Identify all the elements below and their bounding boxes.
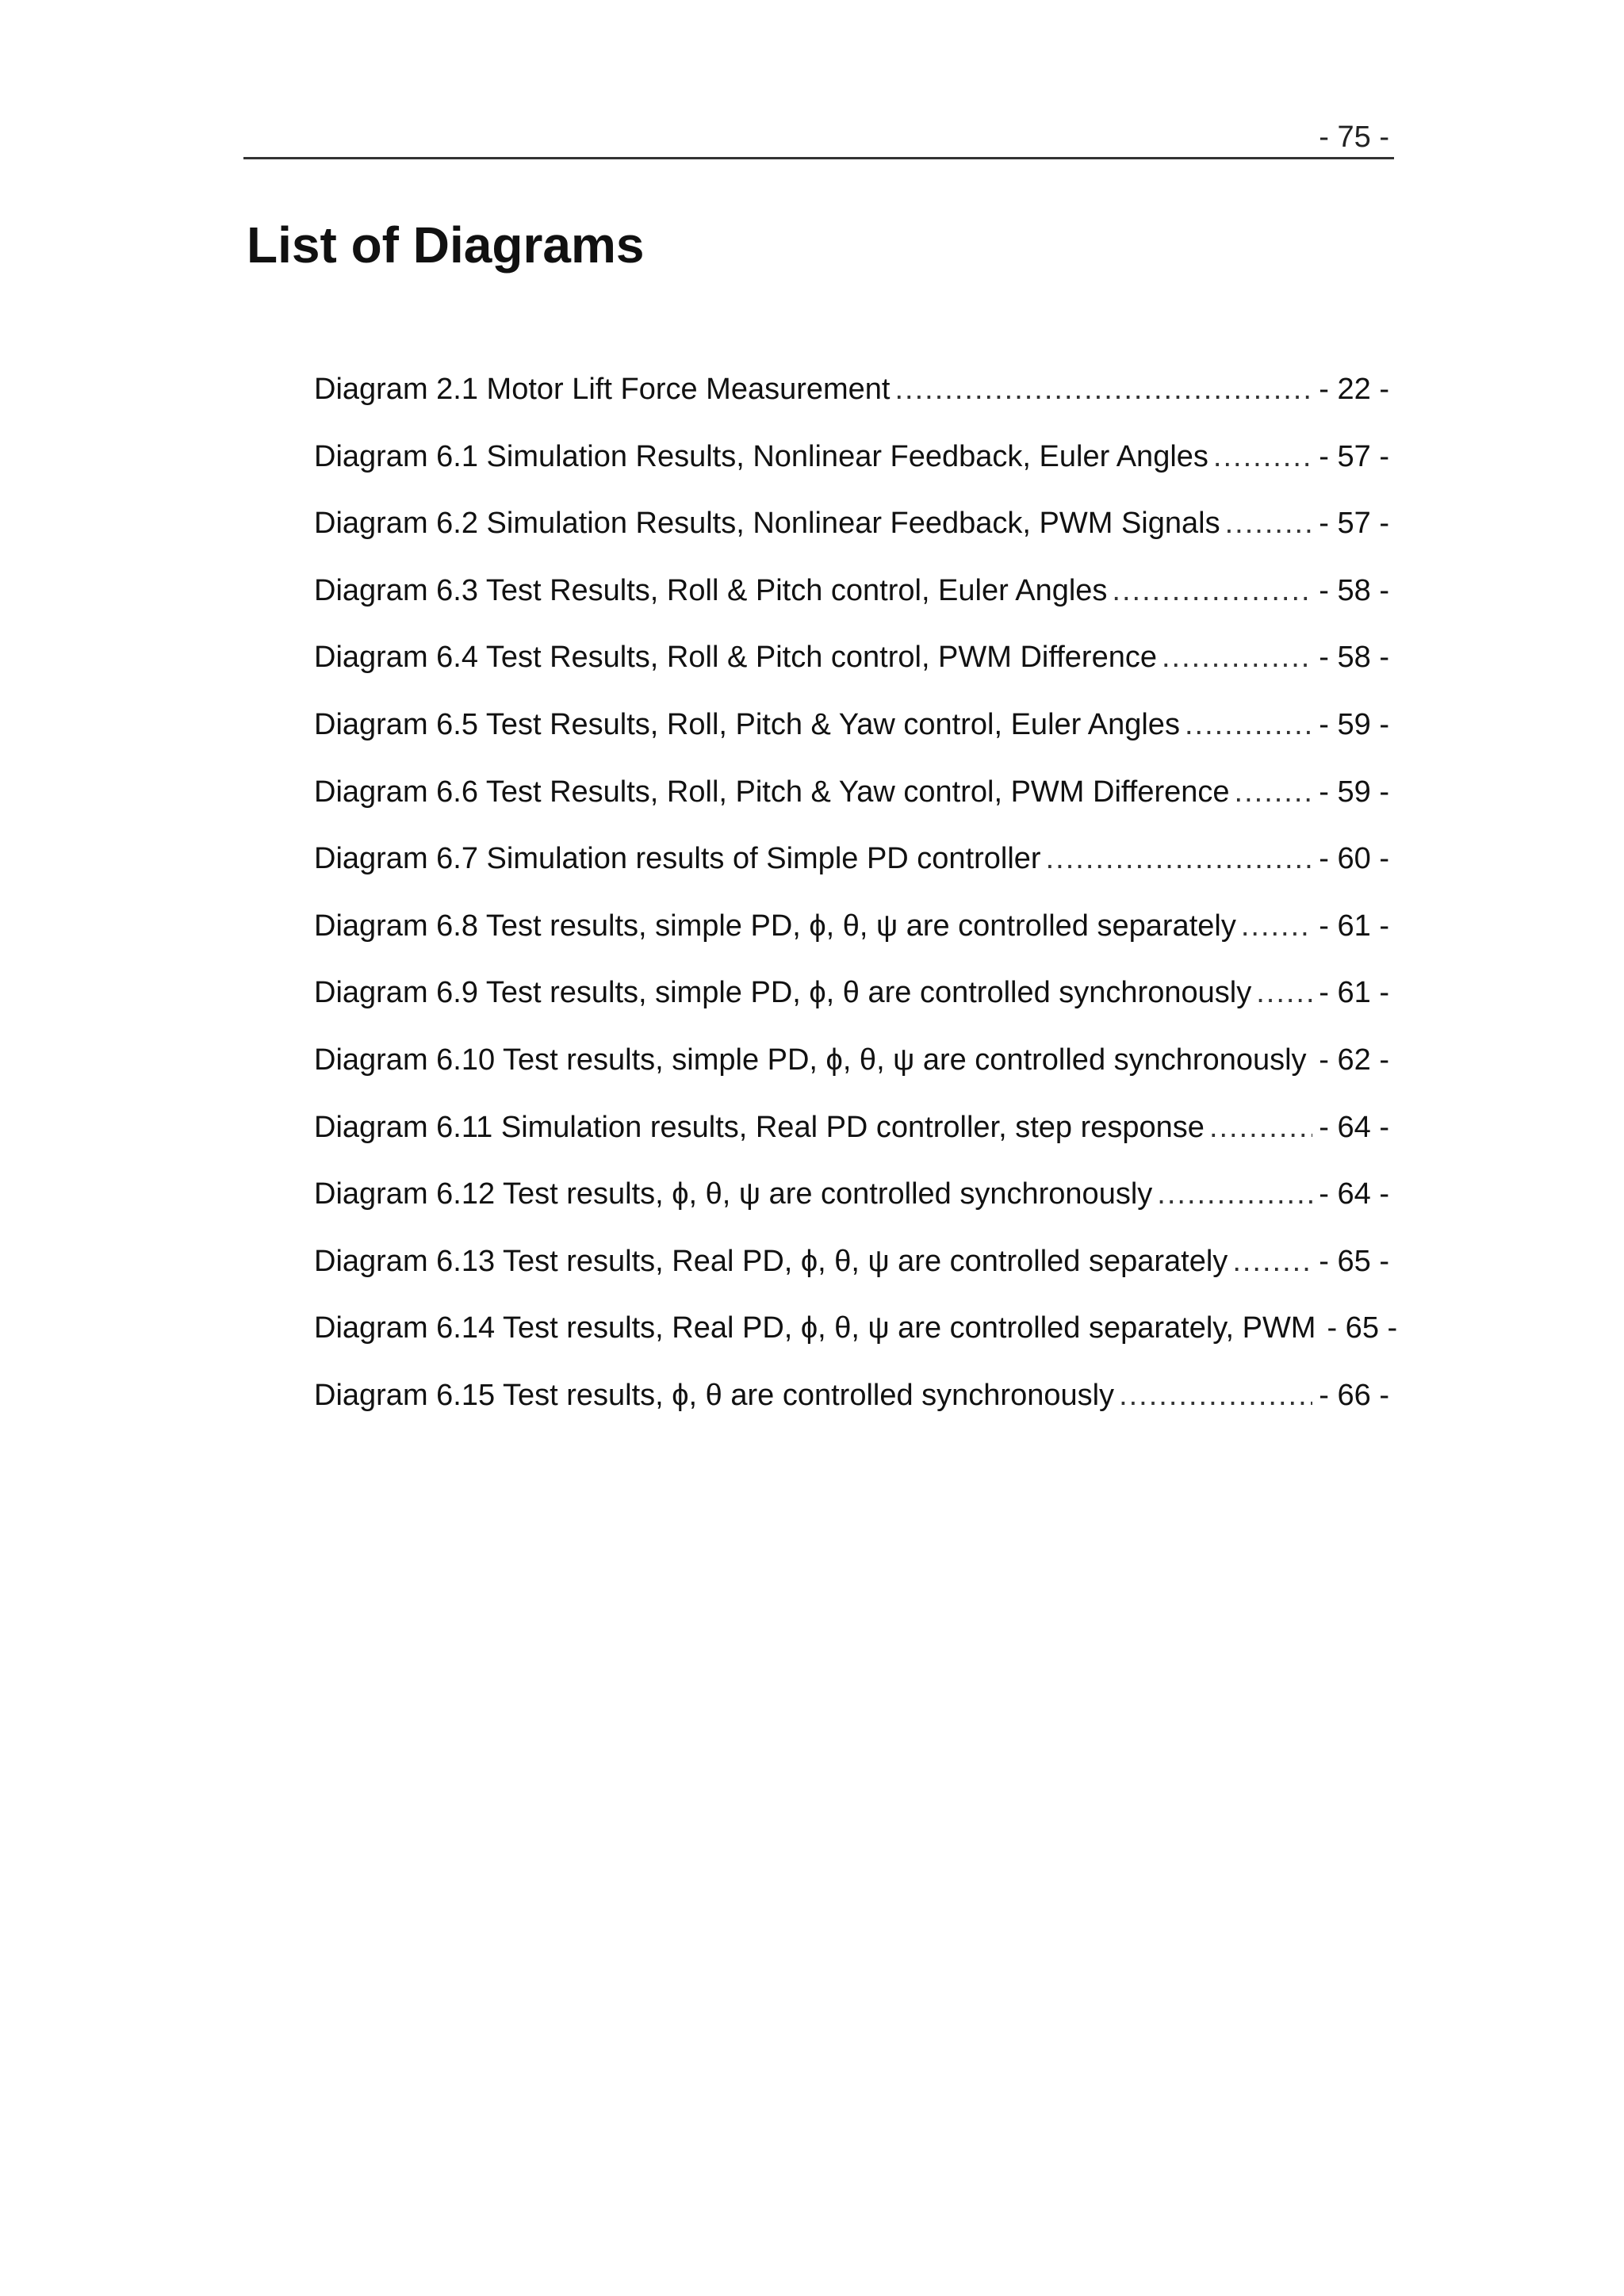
list-entry[interactable] xyxy=(314,1035,1389,1102)
entry-label: Diagram 6.11 Simulation results, Real PD controller, step response xyxy=(314,1110,1205,1144)
entry-label: Diagram 6.13 Test results, Real PD, ϕ, θ, ψ are controlled separately xyxy=(314,1244,1228,1278)
entry-page-number: - 57 - xyxy=(1319,507,1389,541)
list-entry[interactable] xyxy=(314,1102,1389,1169)
dot-leader xyxy=(1235,767,1313,817)
entry-page-number: - 58 - xyxy=(1319,641,1389,675)
dot-leader xyxy=(895,364,1313,415)
header-rule xyxy=(243,157,1394,159)
dot-leader xyxy=(1185,699,1312,750)
entry-page-number: - 57 - xyxy=(1319,439,1389,473)
dot-leader xyxy=(1112,565,1312,616)
dot-leader xyxy=(1162,632,1312,683)
entry-label: Diagram 6.9 Test results, simple PD, ϕ, θ are controlled synchronously xyxy=(314,976,1252,1010)
entry-page-number: - 59 - xyxy=(1319,775,1389,809)
dot-leader xyxy=(1209,1102,1312,1153)
list-entry[interactable] xyxy=(314,431,1389,499)
entry-label: Diagram 6.1 Simulation Results, Nonlinear Feedback, Euler Angles xyxy=(314,439,1208,473)
list-entry[interactable] xyxy=(314,364,1389,431)
list-entry[interactable] xyxy=(314,699,1389,767)
entry-label: Diagram 6.7 Simulation results of Simple PD controller xyxy=(314,842,1041,876)
list-entry[interactable] xyxy=(314,833,1389,901)
entry-label: Diagram 6.5 Test Results, Roll, Pitch & Yaw control, Euler Angles xyxy=(314,707,1180,741)
entry-label: Diagram 6.15 Test results, ϕ, θ are controlled synchronously xyxy=(314,1378,1115,1412)
entry-label: Diagram 6.6 Test Results, Roll, Pitch & Yaw control, PWM Difference xyxy=(314,775,1230,809)
list-entry[interactable] xyxy=(314,1169,1389,1236)
entry-page-number: - 58 - xyxy=(1319,573,1389,607)
dot-leader xyxy=(1256,967,1312,1018)
entry-label: Diagram 6.3 Test Results, Roll & Pitch control, Euler Angles xyxy=(314,573,1108,607)
entry-label: Diagram 6.8 Test results, simple PD, ϕ, θ, ψ are controlled separately xyxy=(314,909,1236,943)
page-title: List of Diagrams xyxy=(247,216,645,274)
list-entry[interactable] xyxy=(314,1236,1389,1303)
entry-page-number: - 60 - xyxy=(1319,842,1389,876)
diagram-list xyxy=(314,364,1398,1437)
list-entry[interactable] xyxy=(314,1370,1389,1437)
dot-leader xyxy=(1232,1236,1312,1287)
list-entry[interactable] xyxy=(314,767,1389,834)
list-entry[interactable] xyxy=(314,498,1389,565)
entry-page-number: - 62 - xyxy=(1319,1043,1389,1077)
entry-label: Diagram 6.14 Test results, Real PD, ϕ, θ, ψ are controlled separately, PWM xyxy=(314,1311,1316,1345)
dot-leader xyxy=(1225,498,1313,549)
list-entry[interactable] xyxy=(314,901,1389,968)
entry-label: Diagram 6.2 Simulation Results, Nonlinear Feedback, PWM Signals xyxy=(314,507,1220,541)
entry-page-number: - 65 - xyxy=(1327,1311,1398,1345)
entry-page-number: - 61 - xyxy=(1319,909,1389,943)
list-entry[interactable] xyxy=(314,632,1389,699)
dot-leader xyxy=(1119,1370,1312,1421)
list-entry[interactable] xyxy=(314,967,1389,1035)
entry-label: Diagram 6.12 Test results, ϕ, θ, ψ are controlled synchronously xyxy=(314,1177,1153,1211)
list-entry[interactable] xyxy=(314,565,1389,633)
dot-leader xyxy=(1241,901,1312,951)
entry-page-number: - 65 - xyxy=(1319,1244,1389,1278)
dot-leader xyxy=(1157,1169,1312,1219)
dot-leader xyxy=(1213,431,1312,482)
entry-label: Diagram 6.10 Test results, simple PD, ϕ, θ, ψ are controlled synchronously xyxy=(314,1043,1307,1077)
entry-page-number: - 66 - xyxy=(1319,1378,1389,1412)
entry-page-number: - 59 - xyxy=(1319,707,1389,741)
entry-page-number: - 61 - xyxy=(1319,976,1389,1010)
entry-page-number: - 64 - xyxy=(1319,1110,1389,1144)
page-number: - 75 - xyxy=(1319,121,1389,154)
entry-label: Diagram 6.4 Test Results, Roll & Pitch control, PWM Difference xyxy=(314,641,1157,675)
list-entry[interactable] xyxy=(314,1303,1398,1370)
entry-label: Diagram 2.1 Motor Lift Force Measurement xyxy=(314,373,891,406)
entry-page-number: - 22 - xyxy=(1319,373,1389,406)
dot-leader xyxy=(1046,833,1313,884)
entry-page-number: - 64 - xyxy=(1319,1177,1389,1211)
